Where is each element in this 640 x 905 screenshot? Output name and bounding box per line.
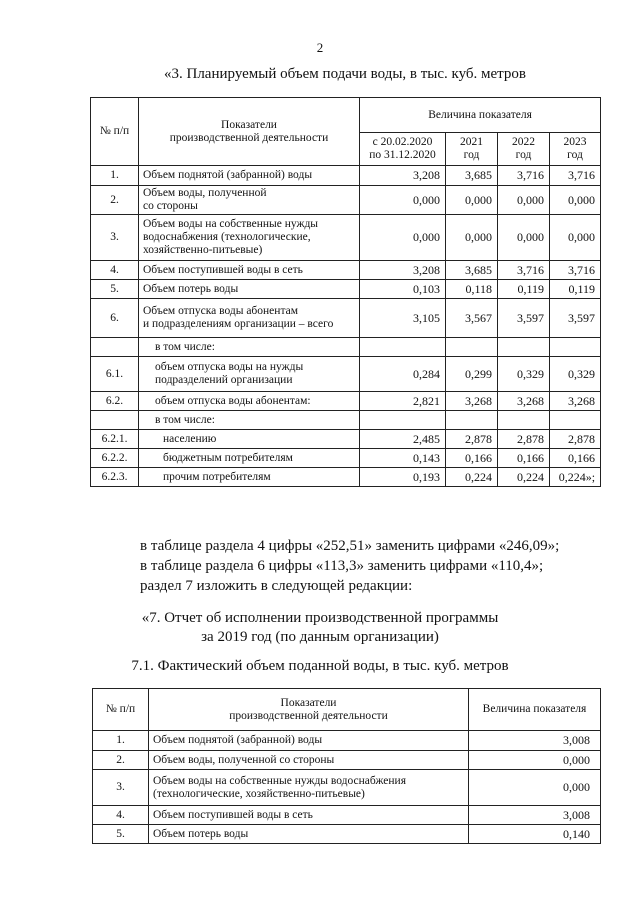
header-period-2022: [498, 133, 550, 166]
row-indicator-line: (технологические, хозяйственно-питьевые): [153, 787, 365, 800]
row-indicator-line: Объем отпуска воды абонентам: [143, 305, 298, 317]
row-indicator: [149, 751, 469, 770]
row-number: 1.: [93, 731, 149, 751]
value-cell: 3,268: [550, 392, 601, 411]
header-period-2021-year: 2021: [460, 136, 483, 148]
row-indicator-line: Объем потерь воды: [143, 282, 239, 295]
row-indicator-line: в том числе:: [155, 413, 215, 426]
row-indicator: [139, 338, 360, 357]
value-cell: [498, 411, 550, 430]
row-number: 6.: [91, 299, 139, 338]
header-period-2020-line2: по 31.12.2020: [369, 149, 436, 161]
row-indicator: [149, 731, 469, 751]
header-indicators-line2: производственной деятельности: [169, 131, 329, 144]
table-row: [93, 806, 601, 825]
value-cell: [550, 338, 601, 357]
row-indicator-line: Объем потерь воды: [153, 827, 249, 840]
row-indicator-line: водоснабжения (технологические,: [143, 231, 311, 243]
table-row: [91, 186, 601, 215]
value-cell: 0,000: [469, 751, 601, 770]
table-row: [91, 468, 601, 487]
header-period-2023-label: год: [567, 149, 583, 161]
value-cell: 2,878: [446, 430, 498, 449]
value-cell: [550, 411, 601, 430]
value-cell: 0,119: [498, 280, 550, 299]
value-cell: 0,000: [550, 215, 601, 261]
header-period-2022-label: год: [515, 149, 532, 161]
table-row: [93, 751, 601, 770]
row-indicator: [139, 468, 360, 487]
row-indicator: [139, 430, 360, 449]
t2-header-indicators-line2: производственной деятельности: [229, 709, 388, 722]
value-cell: 3,716: [550, 261, 601, 280]
value-cell: 3,208: [360, 166, 446, 186]
t2-header-indicators: [149, 689, 469, 731]
value-cell: 2,485: [360, 430, 446, 449]
header-indicators: [139, 98, 360, 166]
value-cell: 3,685: [446, 166, 498, 186]
row-number: 6.2.2.: [91, 449, 139, 468]
value-cell: 3,597: [498, 299, 550, 338]
value-cell: 3,268: [446, 392, 498, 411]
row-indicator: [149, 806, 469, 825]
row-indicator-line: хозяйственно-питьевые): [143, 244, 263, 256]
value-cell: 0,224: [446, 468, 498, 487]
table-row: [91, 392, 601, 411]
header-value: Величина показателя: [360, 98, 601, 133]
row-indicator-line: населению: [163, 432, 217, 445]
row-number: 5.: [91, 280, 139, 299]
row-indicator-line: и подразделениям организации – всего: [143, 318, 334, 330]
row-indicator-line: Объем воды на собственные нужды: [143, 218, 319, 230]
row-indicator-line: Объем поступившей воды в сеть: [143, 263, 303, 276]
row-indicator-line: со стороны: [143, 200, 198, 212]
value-cell: 0,193: [360, 468, 446, 487]
row-number: 6.2.: [91, 392, 139, 411]
header-period-2023: [550, 133, 601, 166]
row-indicator-line: Объем воды, полученной: [143, 187, 267, 199]
table-row: [91, 166, 601, 186]
t2-header-value: Величина показателя: [469, 689, 601, 731]
value-cell: 3,716: [498, 261, 550, 280]
table-row: [91, 357, 601, 392]
table-row: [91, 338, 601, 357]
table-row: [91, 280, 601, 299]
row-indicator: [139, 166, 360, 186]
value-cell: 0,166: [498, 449, 550, 468]
row-indicator: [139, 449, 360, 468]
value-cell: 0,329: [550, 357, 601, 392]
table1-title: «3. Планируемый объем подачи воды, в тыс. куб. метров: [163, 66, 527, 82]
planned-supply-table: [90, 97, 601, 487]
value-cell: 0,000: [446, 215, 498, 261]
row-indicator: [139, 411, 360, 430]
row-indicator-line: подразделений организации: [155, 374, 293, 386]
header-period-2021-label: год: [463, 149, 480, 161]
row-number: 1.: [91, 166, 139, 186]
value-cell: 3,008: [469, 731, 601, 751]
value-cell: [360, 411, 446, 430]
row-indicator: [139, 186, 360, 215]
row-indicator-line: Объем поднятой (забранной) воды: [153, 734, 323, 746]
header-num: № п/п: [91, 98, 139, 166]
row-number: [91, 411, 139, 430]
value-cell: 0,299: [446, 357, 498, 392]
table-row: [93, 731, 601, 751]
value-cell: [360, 338, 446, 357]
row-indicator: [139, 280, 360, 299]
table-row: [91, 449, 601, 468]
value-cell: [446, 411, 498, 430]
row-number: [91, 338, 139, 357]
value-cell: 0,000: [360, 186, 446, 215]
row-indicator: [139, 357, 360, 392]
table-row: [91, 430, 601, 449]
amendment-line-2: в таблице раздела 6 цифры «113,3» заменить цифрами «110,4»;: [140, 558, 544, 574]
row-indicator: [139, 299, 360, 338]
section7-subheading: 7.1. Фактический объем поданной воды, в тыс. куб. метров: [131, 658, 509, 674]
row-indicator-line: объем отпуска воды на нужды: [155, 361, 304, 373]
value-cell: 3,597: [550, 299, 601, 338]
value-cell: [498, 338, 550, 357]
value-cell: 3,567: [446, 299, 498, 338]
row-number: 2.: [93, 751, 149, 770]
row-indicator-line: в том числе:: [155, 340, 215, 353]
row-number: 4.: [91, 261, 139, 280]
value-cell: 0,118: [446, 280, 498, 299]
row-number: 3.: [91, 215, 139, 261]
table-row: [91, 261, 601, 280]
value-cell: 0,224»;: [550, 468, 601, 487]
value-cell: 0,329: [498, 357, 550, 392]
row-indicator-line: прочим потребителям: [163, 470, 271, 483]
row-indicator: [139, 392, 360, 411]
value-cell: 3,716: [550, 166, 601, 186]
header-indicators-line1: Показатели: [221, 118, 277, 131]
row-number: 6.1.: [91, 357, 139, 392]
value-cell: 0,166: [550, 449, 601, 468]
section7-heading-line1: «7. Отчет об исполнении производственной программы: [141, 610, 499, 626]
value-cell: 0,000: [498, 215, 550, 261]
header-period-2020: [360, 133, 446, 166]
amendment-line-1: в таблице раздела 4 цифры «252,51» заменить цифрами «246,09»;: [140, 538, 560, 554]
row-indicator-line: объем отпуска воды абонентам:: [155, 394, 311, 407]
value-cell: 2,878: [498, 430, 550, 449]
row-indicator-line: Объем поднятой (забранной) воды: [143, 169, 313, 181]
value-cell: [446, 338, 498, 357]
value-cell: 0,000: [360, 215, 446, 261]
page-number: 2: [316, 40, 324, 55]
actual-supply-table: [92, 688, 601, 844]
value-cell: 3,685: [446, 261, 498, 280]
row-indicator-line: Объем поступившей воды в сеть: [153, 808, 313, 821]
table-row: [93, 770, 601, 806]
t2-header-indicators-line1: Показатели: [280, 696, 337, 709]
value-cell: 3,716: [498, 166, 550, 186]
value-cell: 3,008: [469, 806, 601, 825]
value-cell: 0,103: [360, 280, 446, 299]
value-cell: 0,000: [446, 186, 498, 215]
value-cell: 3,268: [498, 392, 550, 411]
value-cell: 0,119: [550, 280, 601, 299]
header-period-2023-year: 2023: [563, 136, 587, 148]
row-indicator-line: Объем воды на собственные нужды водоснабжения: [153, 774, 406, 787]
header-period-2022-year: 2022: [512, 136, 535, 148]
value-cell: 0,000: [550, 186, 601, 215]
value-cell: 0,224: [498, 468, 550, 487]
value-cell: 0,143: [360, 449, 446, 468]
row-number: 2.: [91, 186, 139, 215]
value-cell: 0,000: [469, 770, 601, 806]
row-indicator: [139, 215, 360, 261]
row-number: 3.: [93, 770, 149, 806]
value-cell: 0,000: [498, 186, 550, 215]
amendment-line-3: раздел 7 изложить в следующей редакции:: [140, 578, 413, 594]
header-period-2020-line1: с 20.02.2020: [372, 136, 433, 148]
row-indicator: [149, 825, 469, 844]
table-row: [91, 299, 601, 338]
header-period-2021: [446, 133, 498, 166]
value-cell: 3,208: [360, 261, 446, 280]
value-cell: 0,166: [446, 449, 498, 468]
row-number: 4.: [93, 806, 149, 825]
row-indicator-line: Объем воды, полученной со стороны: [153, 753, 335, 766]
value-cell: 0,140: [469, 825, 601, 844]
row-indicator: [139, 261, 360, 280]
value-cell: 2,821: [360, 392, 446, 411]
t2-header-num: № п/п: [93, 689, 149, 731]
row-number: 6.2.1.: [91, 430, 139, 449]
value-cell: 2,878: [550, 430, 601, 449]
row-number: 6.2.3.: [91, 468, 139, 487]
value-cell: 0,284: [360, 357, 446, 392]
value-cell: 3,105: [360, 299, 446, 338]
table-row: [93, 825, 601, 844]
table-row: [91, 215, 601, 261]
row-number: 5.: [93, 825, 149, 844]
row-indicator: [149, 770, 469, 806]
section7-heading-line2: за 2019 год (по данным организации): [201, 629, 439, 645]
row-indicator-line: бюджетным потребителям: [163, 451, 293, 464]
table-row: [91, 411, 601, 430]
